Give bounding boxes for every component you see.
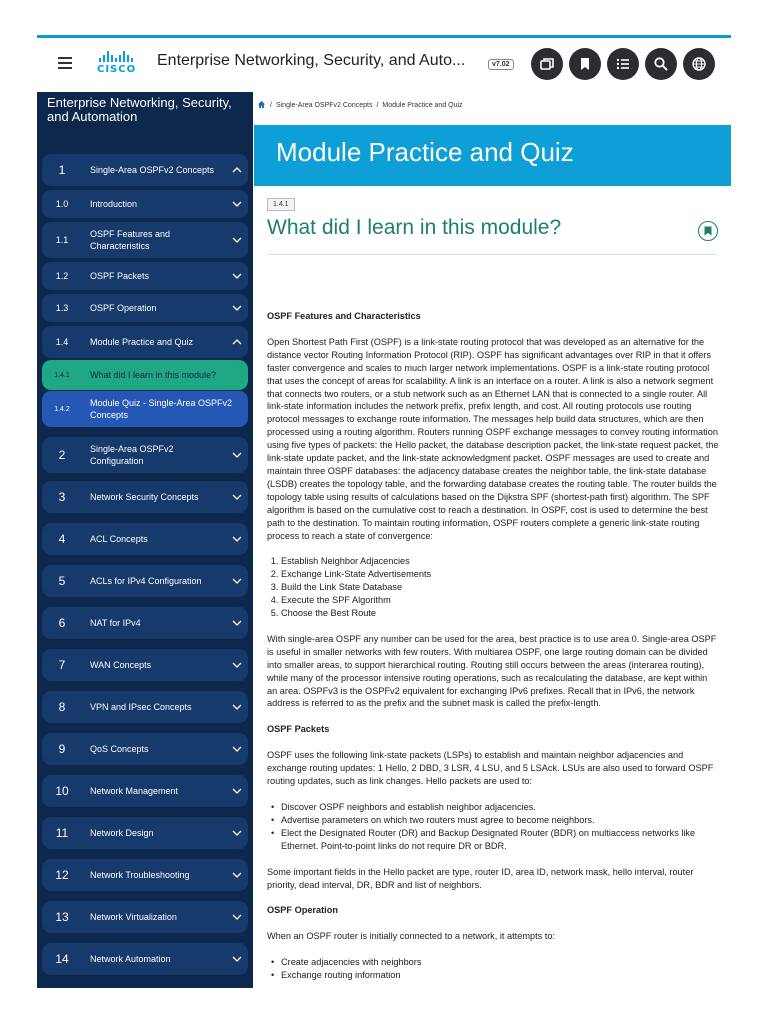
sidebar-item-number: 7 [58, 658, 66, 672]
chevron-down-icon[interactable] [226, 452, 248, 458]
heading-ospf-operation: OSPF Operation [267, 905, 338, 916]
sidebar-item-number: 1.3 [55, 303, 69, 313]
sidebar-item-1-0[interactable] [42, 190, 248, 218]
paragraph-area: With single-area OSPF any number can be used for the area, best practice is to use area 0. Single-area OSPF is useful in smaller networks with few routers. With multiarea OSPF, one large routing domain can be divided into smaller areas, to support hierarchical routing. Routing still occurs between the areas (interarea routing), while many of the processor intensive routing operations, such as recalculating the database, are kept within an area. OSPFv3 is the OSPFv2 equivalent for exchanging IPv6 prefixes. Recall that in IPv6, the network address is referred to as the prefix and the subnet mask is called the prefix-length. [267, 633, 717, 709]
header [37, 38, 731, 92]
sidebar-item-label: Network Management [90, 786, 179, 796]
version-badge: v7.02 [488, 59, 514, 70]
sidebar-item-module-12[interactable] [42, 859, 248, 891]
sidebar-item-number: 6 [58, 616, 66, 630]
sidebar-item-number: 1.4 [55, 337, 69, 347]
sidebar-item-module-6[interactable] [42, 607, 248, 639]
sidebar-item-number: 9 [58, 742, 66, 756]
heading-ospf-features: OSPF Features and Characteristics [267, 311, 421, 321]
bookmark-icon [704, 226, 712, 236]
sidebar-item-number: 11 [55, 826, 69, 840]
sidebar-item-module-8[interactable] [42, 691, 248, 723]
sidebar-item-label: Module Quiz - Single-Area OSPFv2 Concepts [90, 398, 233, 420]
sidebar-item-number: 4 [58, 532, 66, 546]
sidebar-item-number: 2 [58, 448, 66, 462]
toc-button[interactable] [607, 48, 639, 80]
chevron-down-icon[interactable] [226, 746, 248, 752]
chevron-down-icon[interactable] [226, 662, 248, 668]
chevron-down-icon[interactable] [226, 620, 248, 626]
sidebar-item-number: 10 [55, 784, 69, 798]
hamburger-menu-icon[interactable] [58, 57, 72, 69]
sidebar-item-module-9[interactable] [42, 733, 248, 765]
module-banner [254, 125, 731, 186]
copy-button[interactable] [531, 48, 563, 80]
breadcrumb-item[interactable]: Module Practice and Quiz [382, 102, 463, 109]
sidebar-item-number: 1.2 [55, 271, 69, 281]
bookmark-icon [577, 56, 593, 72]
language-button[interactable] [683, 48, 715, 80]
list-item: • Discover OSPF neighbors and establish neighbor adjacencies. [269, 801, 719, 814]
sidebar-item-label: OSPF Packets [90, 271, 150, 281]
chevron-down-icon[interactable] [226, 704, 248, 710]
search-icon [653, 56, 669, 72]
sidebar-item-module-1[interactable] [42, 154, 248, 186]
section-bookmark-button[interactable] [698, 221, 718, 241]
sidebar-title: Enterprise Networking, Security, and Automation [47, 95, 232, 124]
sidebar-item-1-4-1[interactable] [42, 360, 248, 390]
sidebar-item-module-11[interactable] [42, 817, 248, 849]
breadcrumb-item[interactable]: Single-Area OSPFv2 Concepts [275, 102, 373, 109]
sidebar-item-number: 3 [58, 490, 66, 504]
topic-number-badge: 1.4.1 [267, 198, 295, 211]
paragraph-ospf-operation: When an OSPF router is initially connected to a network, it attempts to: [267, 931, 556, 942]
sidebar-item-1-4-2[interactable] [42, 391, 248, 427]
sidebar-item-number: 8 [58, 700, 66, 714]
sidebar-item-label: Network Security Concepts [90, 492, 199, 502]
page-title: Module Practice and Quiz [276, 137, 574, 167]
list-item: 2. Exchange Link-State Advertisements [281, 568, 719, 581]
sidebar-item-label: VPN and IPsec Concepts [90, 702, 192, 712]
sidebar-item-module-5[interactable] [42, 565, 248, 597]
sidebar-item-label: QoS Concepts [90, 744, 149, 754]
sidebar-item-label: Network Virtualization [90, 912, 177, 922]
app-frame [37, 35, 731, 988]
sidebar-item-label: ACL Concepts [90, 534, 148, 544]
paragraph-ospf-packets: OSPF uses the following link-state packets (LSPs) to establish and maintain neighbor adjacencies and exchange routing updates: 1 Hello, 2 DBD, 3 LSR, 4 LSU, and 5 LSAck. LSUs are also used to forward OSPF routing updates, such as link changes. Hello packets are used to: [267, 750, 714, 787]
chevron-down-icon[interactable] [226, 788, 248, 794]
chevron-down-icon[interactable] [226, 872, 248, 878]
sidebar-item-number: 1 [58, 163, 66, 177]
sidebar-item-label: What did I learn in this module? [90, 370, 217, 380]
sidebar-item-label: Single-Area OSPFv2 Concepts [90, 165, 215, 175]
sidebar-item-number: 1.0 [55, 199, 69, 209]
sidebar-item-label: NAT for IPv4 [90, 618, 141, 628]
list-item: 1. Establish Neighbor Adjacencies [281, 555, 719, 568]
chevron-down-icon[interactable] [226, 914, 248, 920]
sidebar-item-1-4[interactable] [42, 326, 248, 358]
logo-text: CISCO [97, 64, 137, 75]
link-state-steps-list [281, 555, 719, 620]
paragraph-hello-fields: Some important fields in the Hello packet are type, router ID, area ID, network mask, hello interval, router priority, dead interval, DR, BDR and list of neighbors. [267, 866, 694, 890]
list-item: • Elect the Designated Router (DR) and Backup Designated Router (BDR) on multiaccess networks like Ethernet. Point-to-point links do not require DR or BDR. [269, 827, 719, 853]
sidebar-item-label: Single-Area OSPFv2 Configuration [90, 444, 174, 466]
sidebar-item-number: 1.1 [55, 235, 69, 245]
sidebar-item-module-13[interactable] [42, 901, 248, 933]
article-body [267, 310, 719, 988]
sidebar-item-label: Network Automation [90, 954, 171, 964]
sidebar-item-number: 1.4.2 [54, 405, 70, 413]
cisco-logo[interactable] [97, 51, 143, 77]
sidebar-item-label: Network Troubleshooting [90, 870, 190, 880]
chevron-down-icon[interactable] [226, 494, 248, 500]
chevron-down-icon[interactable] [226, 201, 248, 207]
chevron-up-icon[interactable] [226, 339, 248, 345]
home-icon[interactable] [257, 100, 266, 111]
sidebar-item-number: 13 [55, 910, 69, 924]
sidebar-item-number: 5 [58, 574, 66, 588]
heading-ospf-packets: OSPF Packets [267, 724, 330, 735]
sidebar-item-1-1[interactable] [42, 222, 248, 258]
bookmark-button[interactable] [569, 48, 601, 80]
sidebar [37, 92, 253, 988]
section-title: What did I learn in this module? [267, 216, 562, 239]
sidebar-item-module-10[interactable] [42, 775, 248, 807]
copy-icon [539, 56, 555, 72]
chevron-down-icon[interactable] [226, 578, 248, 584]
sidebar-item-number: 14 [55, 952, 69, 966]
sidebar-item-module-2[interactable] [42, 437, 248, 473]
sidebar-item-module-3[interactable] [42, 481, 248, 513]
sidebar-item-label: OSPF Operation [90, 303, 157, 313]
app-title: Enterprise Networking, Security, and Auto... [157, 52, 466, 69]
sidebar-item-module-14[interactable] [42, 943, 248, 975]
list-item: 4. Execute the SPF Algorithm [281, 594, 719, 607]
sidebar-item-label: Network Design [90, 828, 154, 838]
search-button[interactable] [645, 48, 677, 80]
operation-list [269, 956, 719, 982]
breadcrumb-separator: / [376, 102, 379, 109]
list-icon [615, 56, 631, 72]
divider [267, 254, 717, 255]
sidebar-item-module-4[interactable] [42, 523, 248, 555]
list-item: 3. Build the Link State Database [281, 581, 719, 594]
sidebar-item-number: 12 [55, 868, 69, 882]
chevron-down-icon[interactable] [226, 536, 248, 542]
chevron-up-icon[interactable] [226, 167, 248, 173]
sidebar-item-label: Introduction [90, 199, 138, 209]
paragraph-ospf-features: Open Shortest Path First (OSPF) is a link-state routing protocol that was developed as an alternative for the distance vector Routing Information Protocol (RIP). OSPF has significant advantages over RIP in that it offers faster convergence and scales to much larger network implementations. OSPF is a link-state routing protocol that uses the concept of areas for scalability. A link is an interface on a router. A link is also a network segment that connects two routers, or a stub network such as an Ethernet LAN that is connected to a single router. All link-state information includes the network prefix, prefix length, and cost. All routing protocols use routing protocol messages to exchange route information. The messages help build data structures, which are then processed using a routing algorithm. Routers running OSPF exchange messages to convey routing information using five types of packets: the Hello packet, the database description packet, the link-state request packet, the link-state update packet, and the link-state acknowledgment packet. OSPF messages are used to create and maintain three OSPF databases: the adjacency database creates the neighbor table, the link-state database (LSDB) creates the topology table, and the forwarding database creates the routing table. The router builds the topology table using results of calculations based on the Dijkstra SPF (shortest-path first) algorithm. The SPF algorithm is based on the cumulative cost to reach a destination. In OSPF, cost is used to determine the best path to the destination. To maintain routing information, OSPF routers complete a generic link-state routing process to reach a state of convergence: [267, 336, 719, 541]
list-item: • Exchange routing information [269, 969, 719, 982]
chevron-down-icon[interactable] [226, 273, 248, 279]
globe-icon [691, 56, 707, 72]
breadcrumb [257, 100, 463, 111]
sidebar-item-label: Module Practice and Quiz [90, 337, 194, 347]
sidebar-item-number: 1.4.1 [54, 371, 70, 379]
chevron-down-icon[interactable] [226, 237, 248, 243]
cisco-logo-bars-icon [97, 51, 143, 62]
sidebar-item-module-7[interactable] [42, 649, 248, 681]
breadcrumb-separator: / [270, 102, 272, 109]
chevron-down-icon[interactable] [226, 956, 248, 962]
list-item: • Create adjacencies with neighbors [269, 956, 719, 969]
sidebar-item-label: OSPF Features and Characteristics [90, 229, 171, 251]
main-content [253, 92, 731, 988]
list-item: 5. Choose the Best Route [281, 607, 719, 620]
hello-uses-list [269, 801, 719, 853]
sidebar-item-1-2[interactable] [42, 262, 248, 290]
chevron-down-icon[interactable] [226, 305, 248, 311]
list-item: • Advertise parameters on which two routers must agree to become neighbors. [269, 814, 719, 827]
sidebar-item-label: WAN Concepts [90, 660, 152, 670]
sidebar-item-label: ACLs for IPv4 Configuration [90, 576, 202, 586]
sidebar-item-1-3[interactable] [42, 294, 248, 322]
chevron-down-icon[interactable] [226, 830, 248, 836]
